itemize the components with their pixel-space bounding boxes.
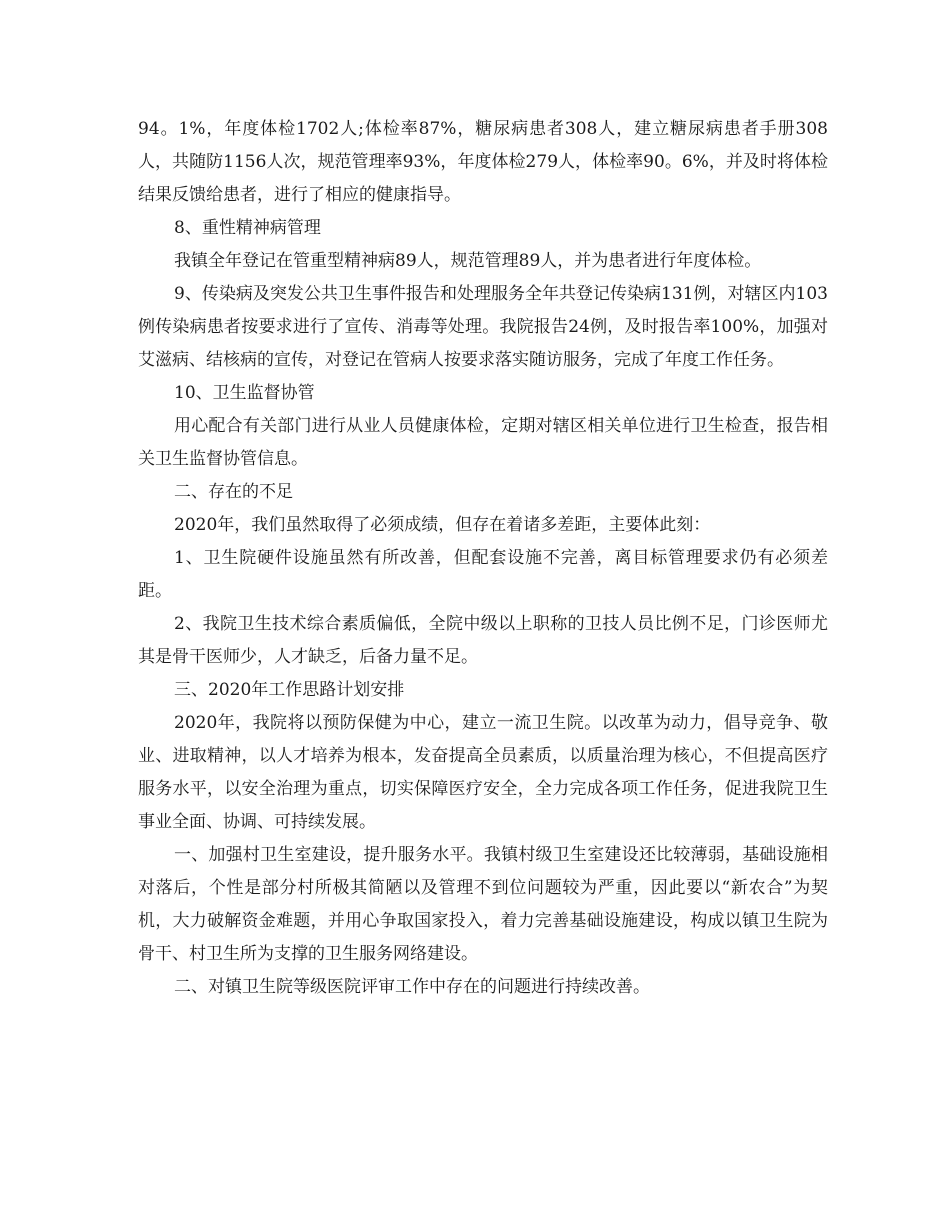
paragraph-mental-illness: 我镇全年登记在管重型精神病89人，规范管理89人，并为患者进行年度体检。: [174, 251, 762, 271]
document-body: [138, 113, 828, 1004]
paragraph-work-plan-intro: 2020年，我院将以预防保健为中心，建立一流卫生院。以改革为动力，倡导竞争、敬业、进取精神，以人才培养为根本，发奋提高全员素质，以质量治理为核心，不但提高医疗服务水平，以安全治理为重点，切实保障医疗安全，全力完成各项工作任务，促进我院卫生事业全面、协调、可持续发展。: [138, 713, 828, 832]
paragraph-health-supervision: 用心配合有关部门进行从业人员健康体检，定期对辖区相关单位进行卫生检查，报告相关卫生监督协管信息。: [138, 416, 828, 469]
paragraph-shortcoming-2: 2、我院卫生技术综合素质偏低，全院中级以上职称的卫技人员比例不足，门诊医师尤其是骨干医师少，人才缺乏，后备力量不足。: [138, 614, 828, 667]
paragraph-infectious-disease: 9、传染病及突发公共卫生事件报告和处理服务全年共登记传染病131例，对辖区内103例传染病患者按要求进行了宣传、消毒等处理。我院报告24例，及时报告率100%，加强对艾滋病、结核病的宣传，对登记在管病人按要求落实随访服务，完成了年度工作任务。: [138, 284, 828, 370]
heading-work-plan: 三、2020年工作思路计划安排: [174, 680, 405, 700]
heading-health-supervision: 10、卫生监督协管: [174, 383, 315, 403]
paragraph-shortcoming-1: 1、卫生院硬件设施虽然有所改善，但配套设施不完善，离目标管理要求仍有必须差距。: [138, 548, 828, 601]
heading-mental-illness: 8、重性精神病管理: [174, 218, 321, 238]
paragraph-shortcomings-intro: 2020年，我们虽然取得了必须成绩，但存在着诸多差距，主要体此刻：: [174, 515, 711, 535]
paragraph-plan-item-1: 一、加强村卫生室建设，提升服务水平。我镇村级卫生室建设还比较薄弱，基础设施相对落后，个性是部分村所极其简陋以及管理不到位问题较为严重，因此要以“新农合”为契机，大力破解资金难题，并用心争取国家投入，着力完善基础设施建设，构成以镇卫生院为骨干、村卫生所为支撑的卫生服务网络建设。: [138, 845, 828, 964]
paragraph-plan-item-2: 二、对镇卫生院等级医院评审工作中存在的问题进行持续改善。: [174, 977, 650, 997]
paragraph-continuation: 94。1%，年度体检1702人;体检率87%，糖尿病患者308人，建立糖尿病患者手册308人，共随防1156人次，规范管理率93%，年度体检279人，体检率90。6%，并及时将体检结果反馈给患者，进行了相应的健康指导。: [138, 119, 828, 205]
heading-shortcomings: 二、存在的不足: [174, 482, 293, 502]
